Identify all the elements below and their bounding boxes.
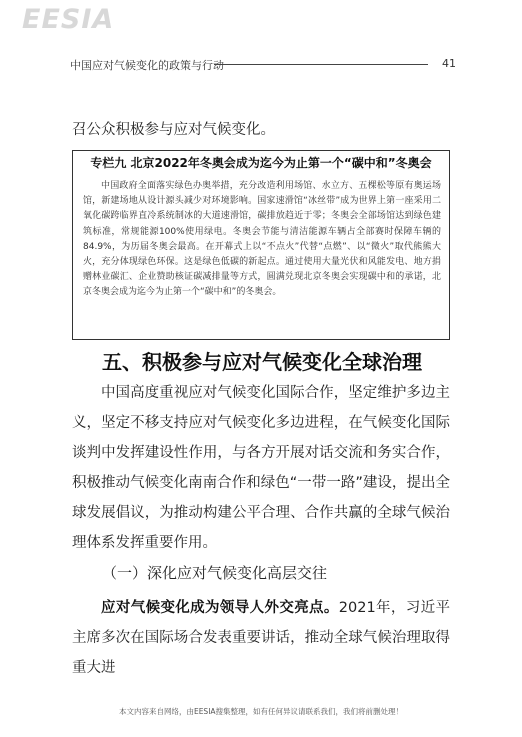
header-title: 中国应对气候变化的政策与行动 bbox=[70, 59, 224, 72]
eesia-logo: EESIA bbox=[22, 4, 115, 35]
box-title: 专栏九 北京2022年冬奥会成为迄今为止第一个“碳中和”冬奥会 bbox=[90, 156, 432, 170]
footer-note: 本文内容来自网络，由EESIA搜集整理，如有任何异议请联系我们，我们将前删处理！ bbox=[118, 707, 404, 716]
subsection-paragraph bbox=[72, 593, 450, 683]
sidebar-box bbox=[72, 150, 450, 340]
subsection-heading: （一）深化应对气候变化高层交往 bbox=[102, 564, 328, 582]
section-paragraph: 中国高度重视应对气候变化国际合作，坚定维护多边主义，坚定不移支持应对气候变化多边进程，在气候变化国际谈判中发挥建设性作用，与各方开展对话交流和务实合作，积极推动气候变化南南合作和绿色“一带一路”建设，提出全球发展倡议，为推动构建公平合理、合作共赢的全球气候治理体系发挥重要作用。 bbox=[72, 385, 450, 551]
header-rule bbox=[214, 64, 428, 65]
box-body: 中国政府全面落实绿色办奥举措，充分改造利用场馆、水立方、五棵松等原有奥运场馆，新建场地从设计源头减少对环境影响。国家速滑馆“冰丝带”成为世界上第一座采用二氧化碳跨临界直冷系统制冰的大道速滑馆，碳排放趋近于零；冬奥会全部场馆达到绿色建筑标准，常规能源100%使用绿电。冬奥会节能与清洁能源车辆占全部赛时保障车辆的84.9%，为历届冬奥会最高。在开幕式上以“不点火”代替“点燃”、以“微火”取代熊熊大火，充分体现绿色环保。这是绿色低碳的新起点。通过使用大量光伏和风能发电、地方捐赠林业碳汇、企业赞助核证碳减排量等方式，圆满兑现北京冬奥会实现碳中和的承诺，北京冬奥会成为迄今为止第一个“碳中和”的冬奥会。 bbox=[83, 181, 441, 298]
subsection-lead: 应对气候变化成为领导人外交亮点。 bbox=[101, 600, 339, 616]
intro-paragraph: 召公众积极参与应对气候变化。 bbox=[72, 122, 275, 138]
section-heading: 五、积极参与应对气候变化全球治理 bbox=[102, 350, 422, 374]
page-number: 41 bbox=[442, 57, 456, 70]
subsection-text: 2021年，习近平主席多次在国际场合发表重要讲话，推动全球气候治理取得重大进 bbox=[72, 600, 451, 676]
